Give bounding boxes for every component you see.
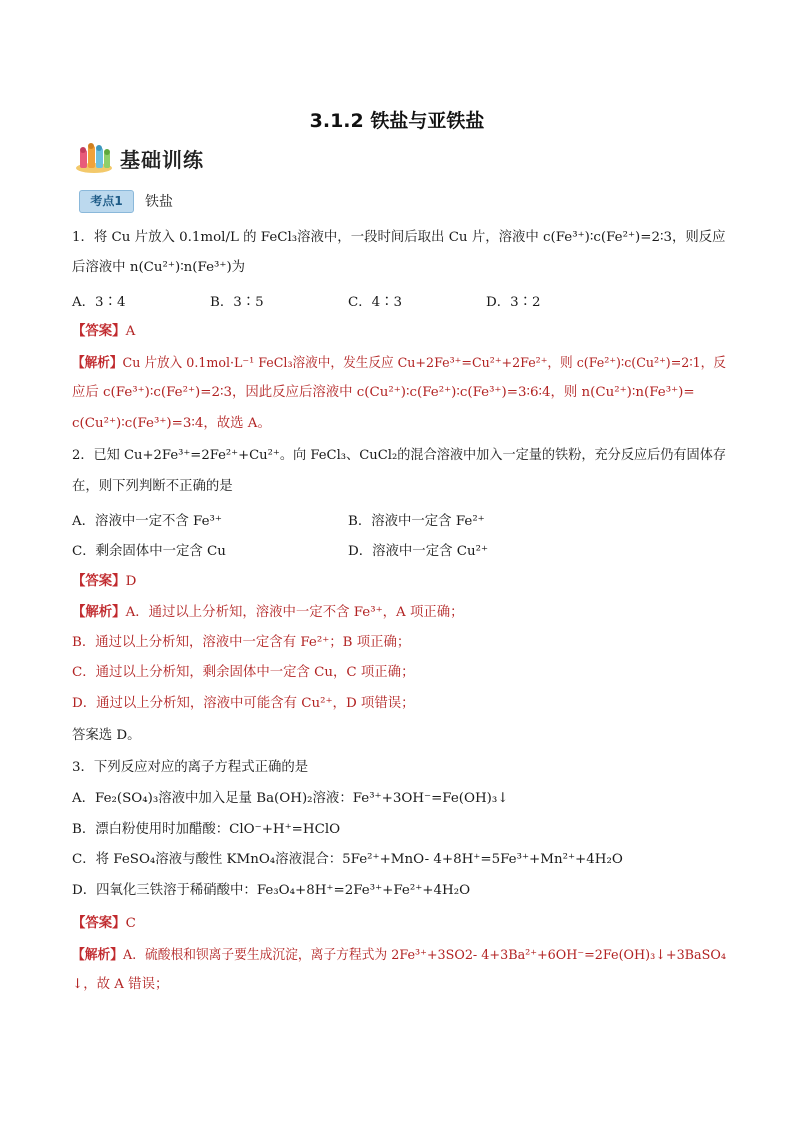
q1-analysis-line3: c(Cu²⁺)∶c(Fe³⁺)=3∶4，故选 A。 xyxy=(72,416,271,431)
q1-option-a: A．3∶4 xyxy=(72,295,126,310)
q3-option-c: C．将 FeSO₄溶液与酸性 KMnO₄溶液混合：5Fe²⁺+MnO- 4+8H⁺=5Fe³⁺+Mn²⁺+4H₂O xyxy=(72,852,623,867)
q2-answer xyxy=(72,572,136,591)
q2-analysis-text1: A．通过以上分析知，溶液中一定不含 Fe³⁺，A 项正确； xyxy=(125,605,464,620)
q1-analysis-tag: 【解析】 xyxy=(72,355,123,371)
q3-option-d: D．四氧化三铁溶于稀硝酸中：Fe₃O₄+8H⁺=2Fe³⁺+Fe²⁺+4H₂O xyxy=(72,883,471,898)
q3-stem-line1: 3．下列反应对应的离子方程式正确的是 xyxy=(72,760,309,775)
q1-analysis-text1: Cu 片放入 0.1mol·L⁻¹ FeCl₃溶液中，发生反应 Cu+2Fe³⁺=Cu²⁺+2Fe²⁺，则 c(Fe²⁺)∶c(Cu²⁺)=2∶1，反 xyxy=(122,356,726,371)
q3-analysis-text1: A．硫酸根和钡离子要生成沉淀，离子方程式为 2Fe³⁺+3SO2- 4+3Ba²⁺+6OH⁻=2Fe(OH)₃↓+3BaSO₄ xyxy=(122,948,726,963)
q2-conclusion: 答案选 D。 xyxy=(72,728,141,743)
q1-option-c: C．4∶3 xyxy=(348,295,403,310)
q3-option-a: A．Fe₂(SO₄)₃溶液中加入足量 Ba(OH)₂溶液：Fe³⁺+3OH⁻=Fe(OH)₃↓ xyxy=(72,791,509,806)
q3-answer-value: C xyxy=(125,916,136,931)
section-banner xyxy=(74,142,274,176)
q1-stem-line1: 1．将 Cu 片放入 0.1mol/L 的 FeCl₃溶液中，一段时间后取出 Cu 片，溶液中 c(Fe³⁺)∶c(Fe²⁺)=2∶3，则反应 xyxy=(72,230,726,245)
q1-answer-value: A xyxy=(125,324,136,339)
q3-analysis-tag: 【解析】 xyxy=(72,947,123,963)
q2-analysis-line3: C．通过以上分析知，剩余固体中一定含 Cu，C 项正确； xyxy=(72,665,415,680)
q3-option-b: B．漂白粉使用时加醋酸：ClO⁻+H⁺=HClO xyxy=(72,822,341,837)
q2-analysis-line1 xyxy=(72,603,464,622)
q3-analysis-line2: ↓，故 A 错误； xyxy=(72,977,169,992)
q1-stem-line2: 后溶液中 n(Cu²⁺)∶n(Fe³⁺)为 xyxy=(72,260,246,275)
q3-answer-tag: 【答案】 xyxy=(72,915,126,931)
q1-option-b: B．3∶5 xyxy=(210,295,264,310)
crayons-icon xyxy=(74,142,114,174)
topic-tag: 考点1 xyxy=(79,190,134,213)
q1-analysis-line2: 应后 c(Fe³⁺)∶c(Fe²⁺)=2∶3，因此反应后溶液中 c(Cu²⁺)∶c(Fe²⁺)∶c(Fe³⁺)=3∶6∶4，则 n(Cu²⁺)∶n(Fe³⁺)= xyxy=(72,385,695,400)
banner-title: 基础训练 xyxy=(120,148,204,172)
q2-analysis-line2: B．通过以上分析知，溶液中一定含有 Fe²⁺；B 项正确； xyxy=(72,635,411,650)
q2-analysis-tag: 【解析】 xyxy=(72,604,126,620)
q3-answer xyxy=(72,914,136,933)
q2-analysis-line4: D．通过以上分析知，溶液中可能含有 Cu²⁺，D 项错误； xyxy=(72,696,415,711)
topic-label: 铁盐 xyxy=(145,194,173,210)
q3-analysis-line1 xyxy=(72,946,726,965)
q1-answer-tag: 【答案】 xyxy=(72,323,126,339)
q2-option-b: B．溶液中一定含 Fe²⁺ xyxy=(348,514,485,529)
q1-answer xyxy=(72,322,135,341)
q2-option-a: A．溶液中一定不含 Fe³⁺ xyxy=(72,514,222,529)
q2-stem-line1: 2．已知 Cu+2Fe³⁺=2Fe²⁺+Cu²⁺。向 FeCl₃、CuCl₂的混合溶液中加入一定量的铁粉，充分反应后仍有固体存 xyxy=(72,448,727,463)
q2-option-c: C．剩余固体中一定含 Cu xyxy=(72,544,226,559)
q2-stem-line2: 在，则下列判断不正确的是 xyxy=(72,479,233,494)
q1-option-d: D．3∶2 xyxy=(486,295,541,310)
q2-option-d: D．溶液中一定含 Cu²⁺ xyxy=(348,544,489,559)
page-title: 3.1.2 铁盐与亚铁盐 xyxy=(309,110,485,132)
q2-answer-tag: 【答案】 xyxy=(72,573,126,589)
q2-answer-value: D xyxy=(125,574,137,589)
q1-analysis-line1 xyxy=(72,354,726,373)
